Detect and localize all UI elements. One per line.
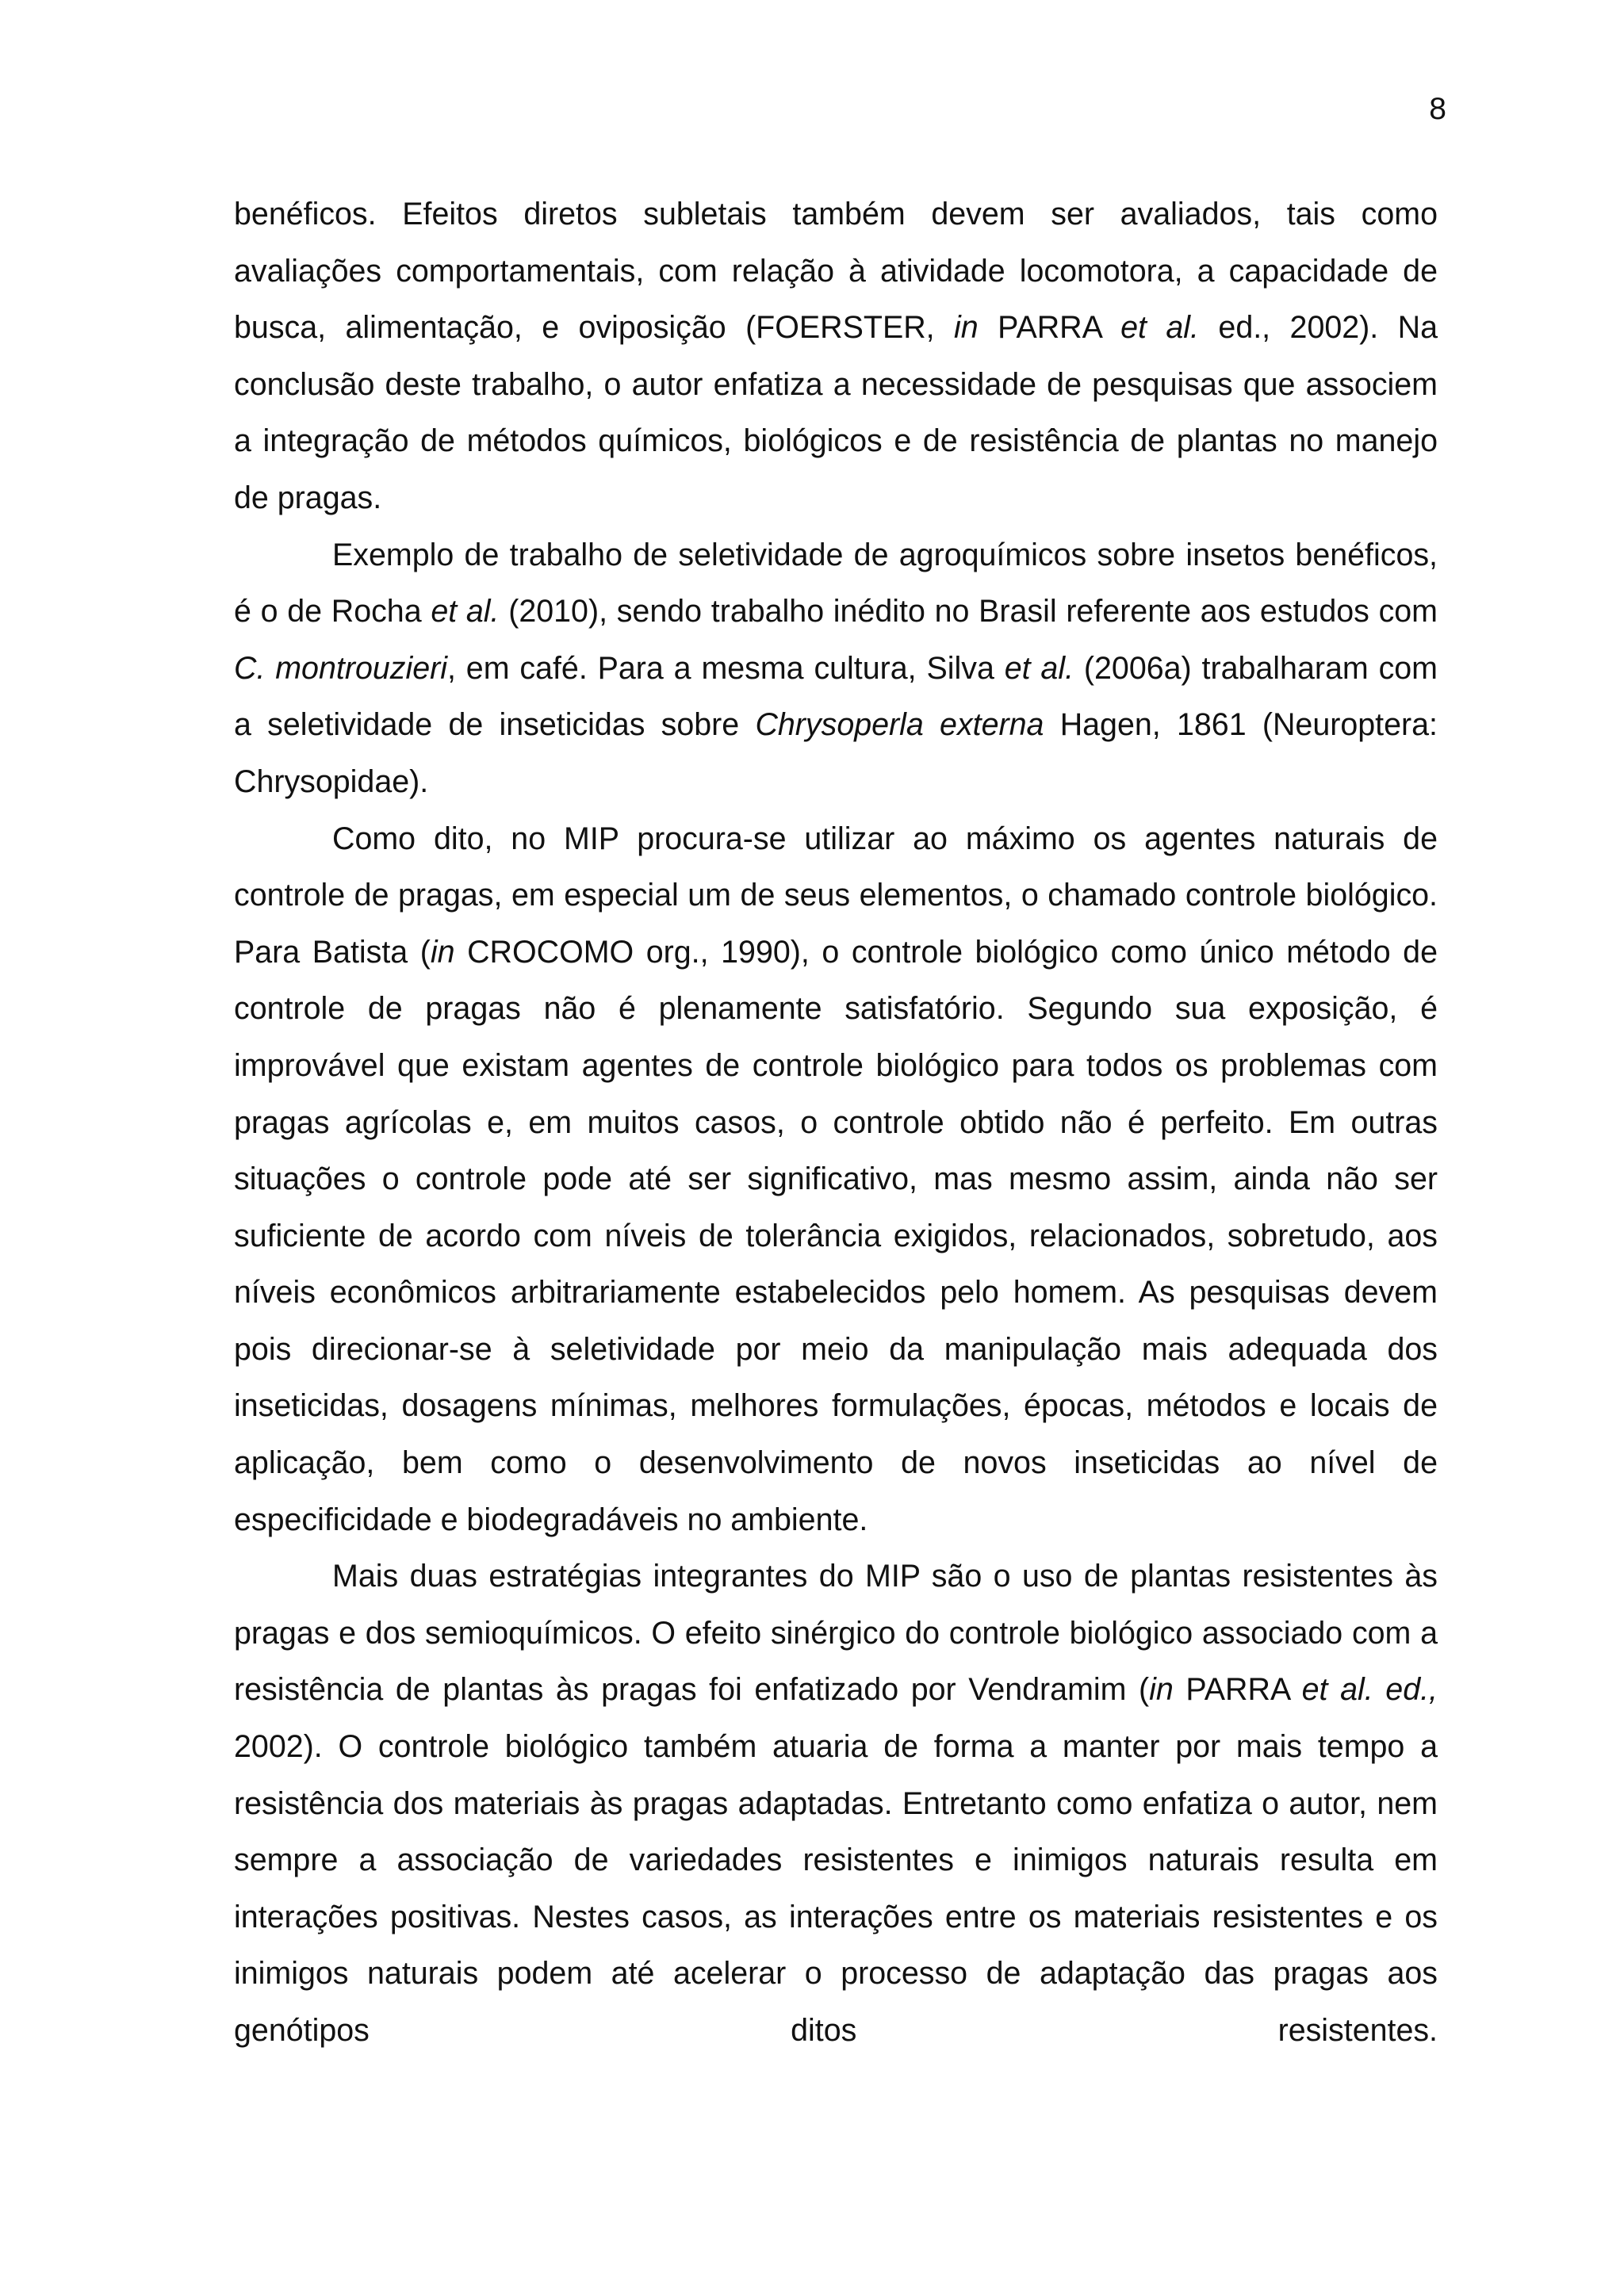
paragraph [234, 1548, 1438, 2059]
italic-text: in [430, 934, 455, 970]
italic-text: et al. [1004, 650, 1074, 686]
text-run: PARRA [1173, 1672, 1302, 1708]
paragraph [234, 811, 1438, 1549]
text-run: benéficos. Efeitos diretos subletais também devem ser avaliados, tais como avaliações comportamentais, com relação à atividade locomotora, a capacidade de busca, alimentação, e oviposição (FOERSTER, [234, 197, 1438, 346]
text-run: , em café. Para a mesma cultura, Silva [446, 650, 1005, 686]
italic-text: C. montrouzieri [234, 650, 447, 686]
italic-text: Chrysoperla externa [755, 707, 1044, 743]
text-run: (2006a) trabalharam com a seletividade de inseticidas sobre [234, 650, 1438, 743]
text-run: Mais duas estratégias integrantes do MIP são o uso de plantas resistentes às pragas e dos semioquímicos. O efeito sinérgico do controle biológico associado com a resistência de plantas às pragas foi enfatizado por Vendramim ( [234, 1559, 1438, 1708]
text-run: Como dito, no MIP procura-se utilizar ao máximo os agentes naturais de controle de pragas, em especial um de seus elementos, o chamado controle biológico. Para Batista ( [234, 821, 1438, 970]
text-run: Exemplo de trabalho de seletividade de agroquímicos sobre insetos benéficos, é o de Rocha [234, 537, 1438, 629]
document-body [234, 186, 1438, 2060]
paragraph [234, 186, 1438, 527]
italic-text: in [1149, 1672, 1174, 1708]
text-run: Hagen, 1861 (Neuroptera: Chrysopidae). [234, 707, 1438, 799]
paragraph [234, 527, 1438, 811]
page-number: 8 [1429, 92, 1446, 126]
text-run: CROCOMO org., 1990), o controle biológico como único método de controle de pragas não é plenamente satisfatório. Segundo sua exposição, é improvável que existam agentes de controle biológico para todos os problemas com pragas agrícolas e, em muitos casos, o controle obtido não é perfeito. Em outras situações o controle pode até ser significativo, mas mesmo assim, ainda não ser suficiente de acordo com níveis de tolerância exigidos, relacionados, sobretudo, aos níveis econômicos arbitrariamente estabelecidos pelo homem. As pesquisas devem pois direcionar-se à seletividade por meio da manipulação mais adequada dos inseticidas, dosagens mínimas, melhores formulações, épocas, métodos e locais de aplicação, bem como o desenvolvimento de novos inseticidas ao nível de especificidade e biodegradáveis no ambiente. [234, 934, 1438, 1537]
italic-text: et al. ed., [1301, 1672, 1438, 1708]
italic-text: in [954, 310, 979, 346]
text-run: PARRA [978, 310, 1121, 346]
italic-text: et al. [431, 594, 500, 629]
text-run: (2010), sendo trabalho inédito no Brasil referente aos estudos com [499, 594, 1438, 629]
text-run: ed., 2002). Na conclusão deste trabalho, o autor enfatiza a necessidade de pesquisas que associem a integração de métodos químicos, biológicos e de resistência de plantas no manejo de pragas. [234, 310, 1438, 515]
text-run: 2002). O controle biológico também atuaria de forma a manter por mais tempo a resistência dos materiais às pragas adaptadas. Entretanto como enfatiza o autor, nem sempre a associação de variedades resistentes e inimigos naturais resulta em interações positivas. Nestes casos, as interações entre os materiais resistentes e os inimigos naturais podem até acelerar o processo de adaptação das pragas aos genótipos ditos resistentes. [234, 1729, 1438, 2048]
italic-text: et al. [1120, 310, 1200, 346]
